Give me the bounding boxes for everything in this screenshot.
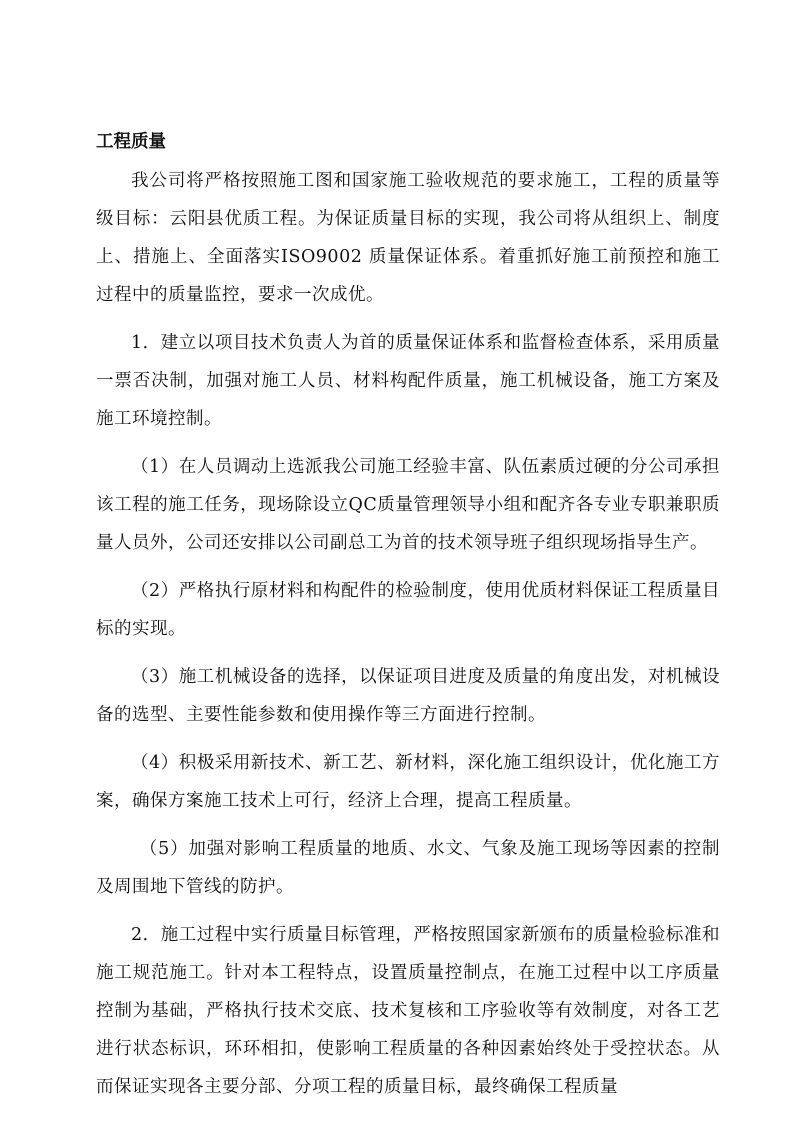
intro-paragraph: 我公司将严格按照施工图和国家施工验收规范的要求施工，工程的质量等级目标：云阳县优质工程。为保证质量目标的实现，我公司将从组织上、制度上、措施上、全面落实ISO9002 质量保证体系。着重抓好施工前预控和施工过程中的质量监控，要求一次成优。	[96, 171, 720, 305]
subitem-2-paragraph: （2）严格执行原材料和构配件的检验制度，使用优质材料保证工程质量目标的实现。	[96, 581, 720, 639]
subitem-5-paragraph: （5）加强对影响工程质量的地质、水文、气象及施工现场等因素的控制及周围地下管线的防护。	[96, 839, 720, 897]
item-2-paragraph: 2．施工过程中实行质量目标管理，严格按照国家新颁布的质量检验标准和施工规范施工。针对本工程特点，设置质量控制点，在施工过程中以工序质量控制为基础，严格执行技术交底、技术复核和工序验收等有效制度，对各工艺进行状态标识，环环相扣，使影响工程质量的各种因素始终处于受控状态。从而保证实现各主要分部、分项工程的质量目标，最终确保工程质量	[96, 925, 720, 1097]
section-heading: 工程质量	[96, 132, 166, 152]
subitem-3-paragraph: （3）施工机械设备的选择，以保证项目进度及质量的角度出发，对机械设备的选型、主要性能参数和使用操作等三方面进行控制。	[96, 667, 720, 725]
document-body	[96, 130, 720, 1116]
item-1-paragraph: 1．建立以项目技术负责人为首的质量保证体系和监督检查体系，采用质量一票否决制，加强对施工人员、材料构配件质量，施工机械设备，施工方案及施工环境控制。	[96, 333, 720, 429]
subitem-1-paragraph: （1）在人员调动上选派我公司施工经验丰富、队伍素质过硬的分公司承担该工程的施工任务，现场除设立QC质量管理领导小组和配齐各专业专职兼职质量人员外，公司还安排以公司副总工为首的技术领导班子组织现场指导生产。	[96, 457, 720, 553]
subitem-4-paragraph: （4）积极采用新技术、新工艺、新材料，深化施工组织设计，优化施工方案，确保方案施工技术上可行，经济上合理，提高工程质量。	[96, 753, 720, 811]
